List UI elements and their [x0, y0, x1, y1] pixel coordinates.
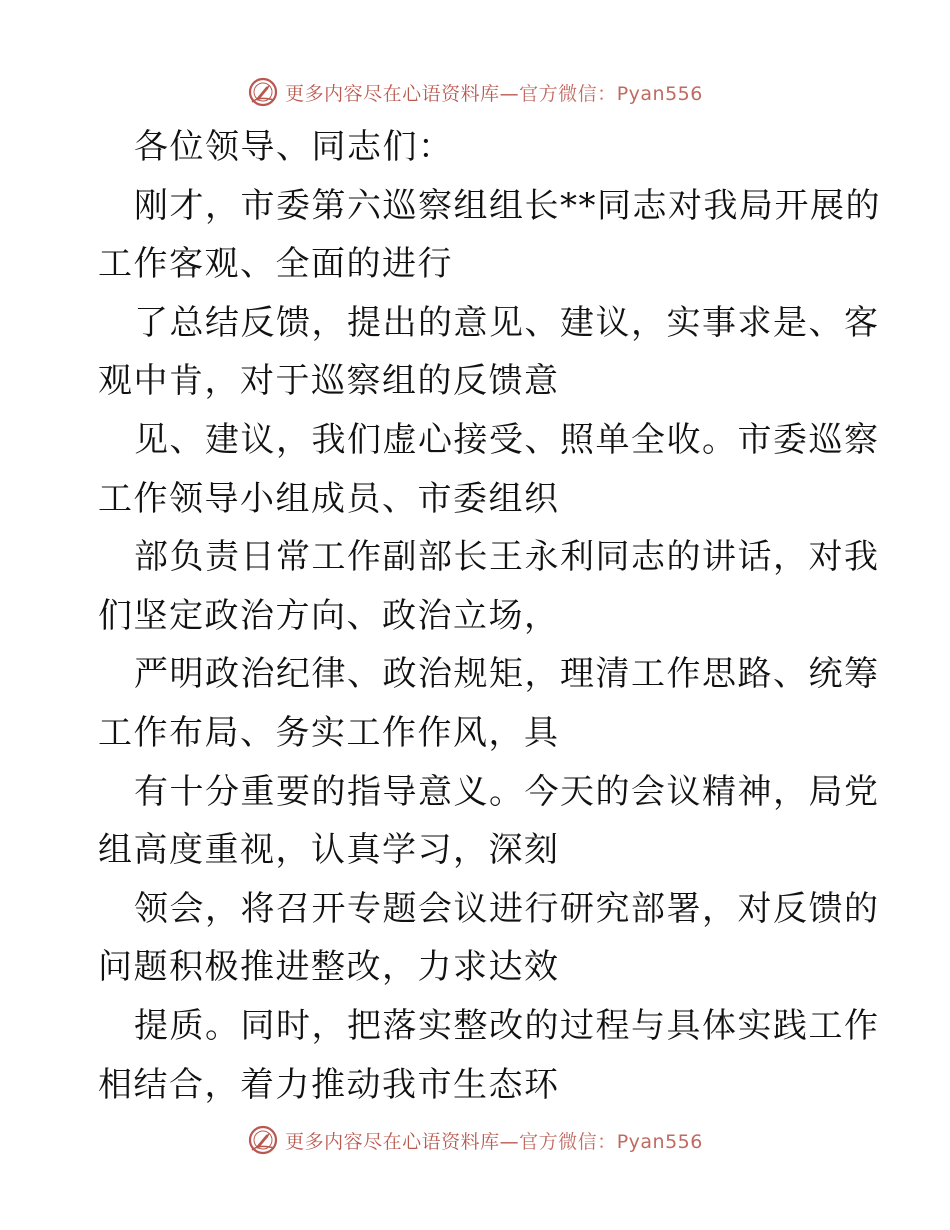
- body-line-greeting: 各位领导、同志们：: [134, 127, 454, 167]
- pen-nib-circle-icon: [247, 76, 279, 108]
- body-line: 提质。同时，把落实整改的过程与具体实践工作: [134, 1005, 880, 1046]
- body-line: 观中肯，对于巡察组的反馈意: [98, 361, 560, 402]
- footer-watermark-banner: [0, 1120, 950, 1160]
- header-banner-wechat-id: Pyan556: [616, 82, 703, 105]
- body-line: 领会，将召开专题会议进行研究部署，对反馈的: [134, 888, 880, 929]
- body-line: 部负责日常工作副部长王永利同志的讲话，对我: [134, 537, 880, 578]
- body-line: 有十分重要的指导意义。今天的会议精神，局党: [134, 771, 880, 812]
- body-line: 工作领导小组成员、市委组织: [98, 478, 560, 519]
- pen-nib-circle-icon: [247, 1124, 279, 1156]
- header-banner-wechat-label: 官方微信：: [519, 82, 617, 105]
- header-banner-text: [285, 79, 703, 106]
- body-line: 工作客观、全面的进行: [98, 244, 453, 285]
- body-line: 见、建议，我们虚心接受、照单全收。市委巡察: [134, 419, 880, 460]
- body-line: 工作布局、务实工作作风，具: [98, 712, 560, 753]
- header-banner-separator: —: [499, 82, 520, 105]
- body-line: 了总结反馈，提出的意见、建议，实事求是、客: [134, 302, 880, 343]
- footer-banner-text: [285, 1127, 703, 1154]
- body-line: 刚才，市委第六巡察组组长**同志对我局开展的: [134, 185, 881, 226]
- body-line: 们坚定政治方向、政治立场，: [98, 595, 560, 636]
- footer-banner-wechat-id: Pyan556: [616, 1130, 703, 1153]
- body-line: 相结合，着力推动我市生态环: [98, 1064, 560, 1105]
- body-line: 严明政治纪律、政治规矩，理清工作思路、统筹: [134, 654, 880, 695]
- document-body: [98, 118, 881, 1114]
- footer-banner-title: 更多内容尽在心语资料库: [285, 1130, 500, 1153]
- header-watermark-banner: [0, 72, 950, 112]
- footer-banner-wechat-label: 官方微信：: [519, 1130, 617, 1153]
- header-banner-title: 更多内容尽在心语资料库: [285, 82, 500, 105]
- footer-banner-separator: —: [499, 1130, 520, 1153]
- body-line: 组高度重视，认真学习，深刻: [98, 830, 560, 871]
- body-line: 问题积极推进整改，力求达效: [98, 947, 560, 988]
